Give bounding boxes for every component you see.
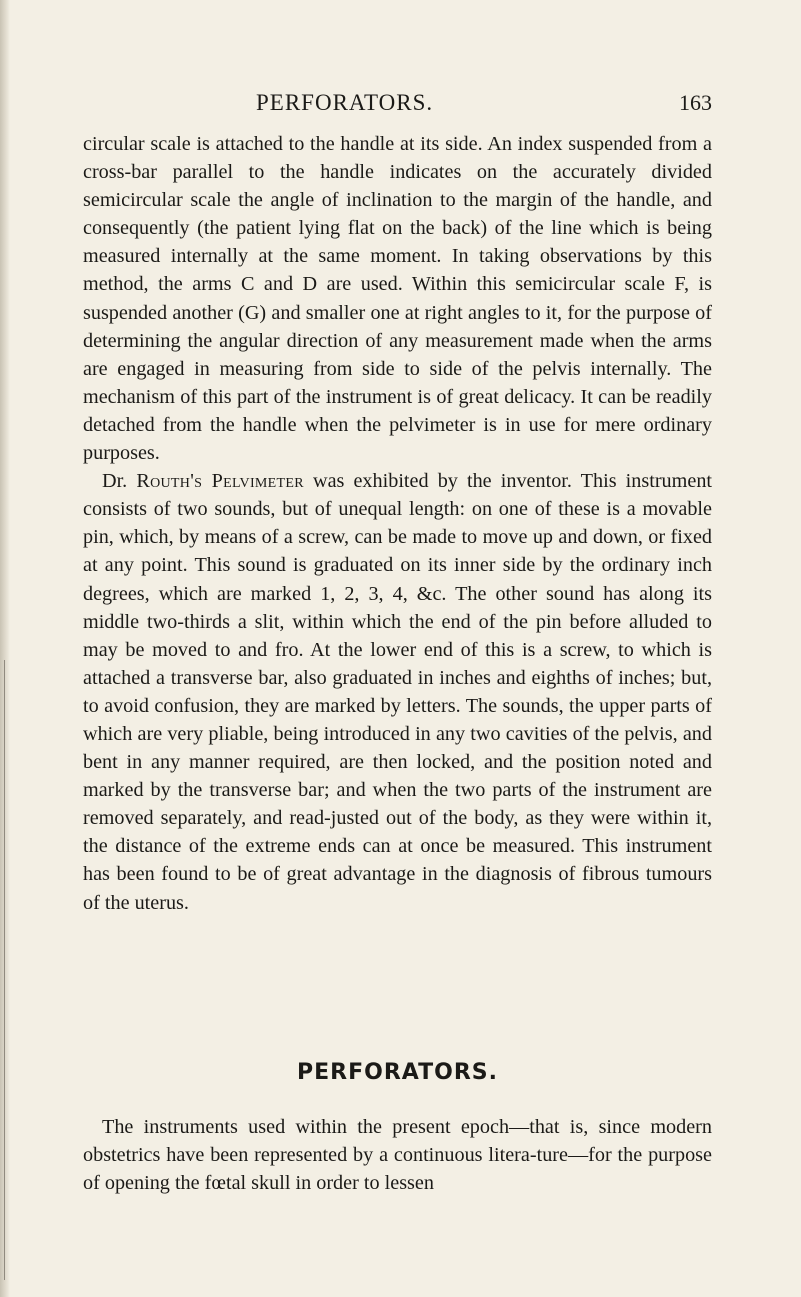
paragraph-continued: circular scale is attached to the handle at its side. An index suspended from a cross-bar parallel to the handle indicates on the accurately divided semicircular scale the angle of inclination to the margin of the handle, and consequently (the patient lying flat on the back) of the line which is being measured internally at the same moment. In taking observations by this method, the arms C and D are used. Within this semicircular scale F, is suspended another (G) and smaller one at right angles to it, for the purpose of determining the angular direction of any measurement made when the arms are engaged in measuring from side to side of the pelvis internally. The mechanism of this part of the instrument is of great delicacy. It can be readily detached from the handle when the pelvimeter is in use for mere ordinary purposes.	[83, 133, 712, 465]
instrument-name: Routh's Pelvimeter	[136, 470, 304, 493]
running-head	[83, 90, 712, 120]
paragraph-routh-pelvimeter	[83, 467, 712, 917]
section-text	[83, 1113, 712, 1197]
paragraph-text: was exhibited by the inventor. This instrument consists of two sounds, but of unequal length: on one of these is a movable pin, which, by means of a screw, can be made to move up and down, or fixed at any point. This sound is graduated on its inner side by the ordinary inch degrees, which are marked 1, 2, 3, 4, &c. The other sound has along its middle two-thirds a slit, within which the end of the pin before alluded to may be moved to and fro. At the lower end of this is a screw, to which is attached a transverse bar, also graduated in inches and eighths of inches; but, to avoid confusion, they are marked by letters. The sounds, the upper parts of which are very pliable, being introduced in any two cavities of the pelvis, and bent in any manner required, are then locked, and the position noted and marked by the transverse bar; and when the two parts of the instrument are removed separately, and read-justed out of the body, as they were within it, the distance of the extreme ends can at once be measured. This instrument has been found to be of great advantage in the diagnosis of fibrous tumours of the uterus.	[83, 470, 713, 914]
body-text	[83, 130, 712, 917]
section-heading: PERFORATORS.	[297, 1060, 498, 1085]
paragraph-lead: Dr.	[102, 470, 128, 493]
page-binding-edge	[0, 0, 10, 1297]
running-title: PERFORATORS.	[256, 90, 434, 115]
page-edge-line	[4, 660, 5, 1280]
section-paragraph: The instruments used within the present epoch—that is, since modern obstetrics have been represented by a continuous litera-ture—for the purpose of opening the fœtal skull in order to lessen	[83, 1116, 712, 1195]
page-number: 163	[679, 90, 712, 115]
